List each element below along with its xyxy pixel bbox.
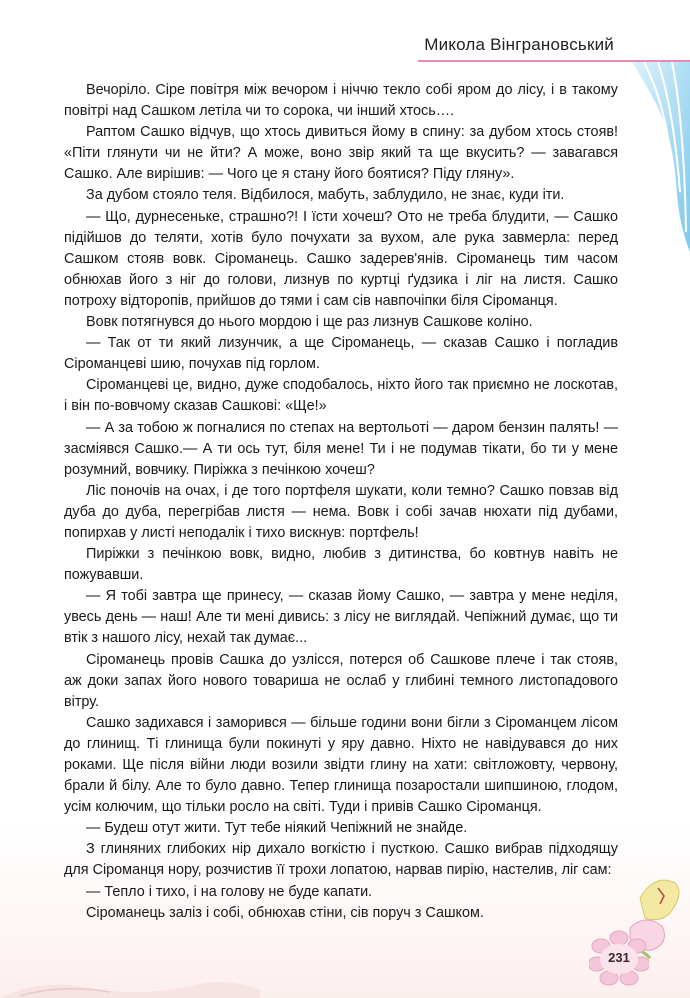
- page-number: 231: [608, 950, 630, 965]
- bottom-leaf-decoration: [0, 970, 260, 998]
- paragraph: — Я тобі завтра ще принесу, — сказав йому Сашко, — завтра у мене неділя, увесь день — наш! Але ти мені дивись: з лісу не виглядай. Чепіжний думає, що ти втік з нашого лісу, нехай так думає...: [64, 588, 618, 647]
- paragraph: Сіроманець провів Сашка до узлісся, потерся об Сашкове плече і так стояв, аж доки запах його нового товариша не ослаб у глибині темного листопадового вітру.: [64, 651, 618, 710]
- paragraph: — Що, дурнесеньке, страшно?! І їсти хочеш? Ото не треба блудити, — Сашко підійшов до теляти, хотів було почухати за вухом, але рука завмерла: перед Сашком стояв вовк. Сіроманець. Сашко задерев'янів. Сіроманець тим часом обнюхав його з ніг до голови, лизнув по куртці ґудзика і ліг на листя. Сашко потроху відторопів, прийшов до тями і сам сів навпочіпки біля Сіроманця.: [64, 208, 618, 309]
- page-number-badge: [589, 930, 649, 986]
- blue-ribbon-decoration: [624, 62, 690, 252]
- paragraph: — А за тобою ж погналися по степах на вертольоті — даром бензин палять! — засміявся Сашко.— А ти ось тут, біля мене! Ти і не подумав тікати, бо ти у мене розумний, вовчику. Пиріжка з печінкою хочеш?: [64, 419, 618, 478]
- paragraph: За дубом стояло теля. Відбилося, мабуть, заблудило, не знає, куди іти.: [86, 187, 565, 204]
- story-text: [64, 80, 618, 924]
- paragraph: Вечоріло. Сіре повітря між вечором і ніччю текло собі яром до лісу, і в такому повітрі над Сашком летіла чи то сорока, чи інший хтось….: [64, 82, 618, 120]
- running-header-author: Микола Вінграновський: [424, 35, 614, 54]
- paragraph: Вовк потягнувся до нього мордою і ще раз лизнув Сашкове коліно.: [86, 314, 533, 331]
- paragraph: Сіроманцеві це, видно, дуже сподобалось, ніхто його так приємно не лоскотав, і він по-вовчому сказав Сашкові: «Ще!»: [64, 377, 618, 415]
- paragraph: Раптом Сашко відчув, що хтось дивиться йому в спину: за дубом хтось стояв! «Піти глянути чи не йти? А може, воно звір який та ще вкусить? — завагався Сашко. Але вирішив: — Чого це я стану його боятися? Піду гляну».: [64, 124, 618, 183]
- paragraph: Ліс поночів на очах, і де того портфеля шукати, коли темно? Сашко повзав від дуба до дуба, перегрібав листя — нема. Вовк і собі зачав нюхати під дубами, попирхав у листі неподалік і тихо вискнув: портфель!: [64, 482, 618, 541]
- paragraph: З глиняних глибоких нір дихало вогкістю і пусткою. Сашко вибрав підходящу для Сіроманця нору, розчистив її трохи лопатою, нарвав пирію, настелив, ліг сам:: [64, 841, 618, 879]
- paragraph: Сіроманець заліз і собі, обнюхав стіни, сів поруч з Сашком.: [86, 904, 484, 921]
- paragraph: — Тепло і тихо, і на голову не буде капати.: [86, 883, 373, 900]
- paragraph: — Будеш отут жити. Тут тебе ніякий Чепіжний не знайде.: [86, 820, 468, 837]
- paragraph: Пиріжки з печінкою вовк, видно, любив з дитинства, бо ковтнув навіть не пожувавши.: [64, 546, 618, 584]
- paragraph: Сашко задихався і заморився — більше години вони бігли з Сіроманцем лісом до глинищ. Ті глинища були покинуті у яру давно. Ніхто не навідувався до них роками. Ще після війни люди возили звідти глину на хати: світложовту, червону, брали й білу. Але то було давно. Тепер глинища позаростали шипшиною, глодом, усім колючим, що тільки росло на світі. Туди і привів Сашко Сіроманця.: [64, 714, 618, 816]
- paragraph: — Так от ти який лизунчик, а ще Сіроманець, — сказав Сашко і погладив Сіроманцеві шию, почухав під горлом.: [64, 335, 618, 373]
